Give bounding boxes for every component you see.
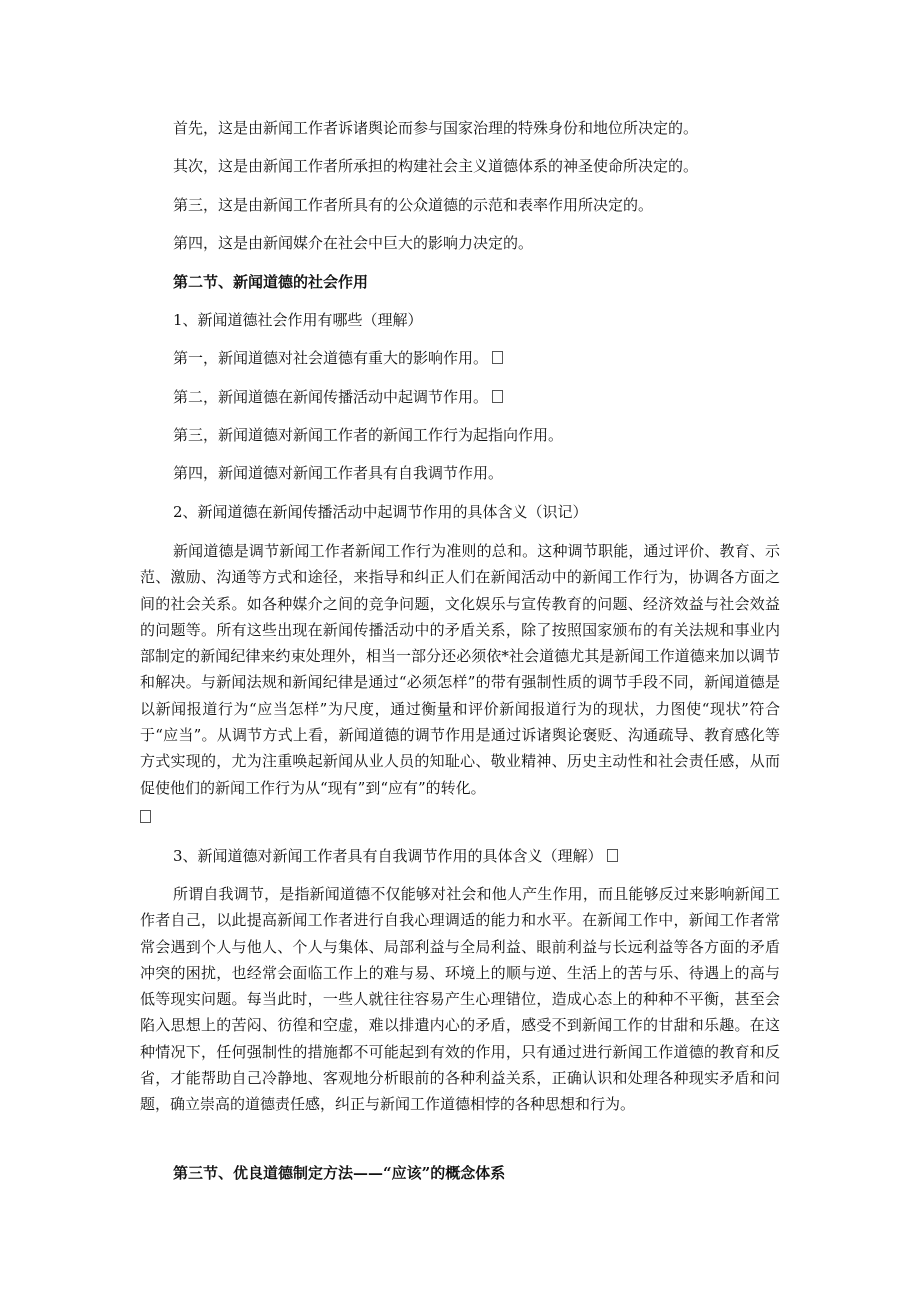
paragraph-regulation: 新闻道德是调节新闻工作者新闻工作行为准则的总和。这种调节职能，通过评价、教育、示范、激励、沟通等方式和途径，来指导和纠正人们在新闻活动中的新闻工作行为，协调各方面之间的社会关系。如各种媒介之间的竞争问题，文化娱乐与宣传教育的问题、经济效益与社会效益的问题等。所有这些出现在新闻传播活动中的矛盾关系，除了按照国家颁布的有关法规和事业内部制定的新闻纪律来约束处理外，相当一部分还必须依*社会道德尤其是新闻工作道德来加以调节和解决。与新闻法规和新闻纪律是通过“必须怎样”的带有强制性质的调节手段不同，新闻道德是以新闻报道行为“应当怎样”为尺度，通过衡量和评价新闻报道行为的现状，力图使“现状”符合于“应当”。从调节方式上看，新闻道德的调节作用是通过诉诸舆论褒贬、沟通疏导、教育感化等方式实现的，尤为注重唤起新闻从业人员的知耻心、敬业精神、历史主动性和社会责任感，从而促使他们的新闻工作行为从“现有”到“应有”的转化。 bbox=[140, 542, 780, 797]
text-line-fourth: 第四，这是由新闻媒介在社会中巨大的影响力决定的。 bbox=[173, 234, 534, 252]
text-line-first: 首先，这是由新闻工作者诉诸舆论而参与国家治理的特殊身份和地位所决定的。 bbox=[173, 119, 699, 137]
list-item-text: 第四，新闻道德对新闻工作者具有自我调节作用。 bbox=[173, 464, 504, 482]
placeholder-box-icon bbox=[607, 849, 618, 862]
text-line-third: 第三，这是由新闻工作者所具有的公众道德的示范和表率作用所决定的。 bbox=[173, 196, 654, 214]
placeholder-box-icon bbox=[140, 810, 151, 823]
placeholder-box-icon bbox=[492, 351, 503, 364]
list-item-text: 第二，新闻道德在新闻传播活动中起调节作用。 bbox=[173, 388, 489, 406]
paragraph-self-regulation: 所谓自我调节，是指新闻道德不仅能够对社会和他人产生作用，而且能够反过来影响新闻工作者自己，以此提高新闻工作者进行自我心理调适的能力和水平。在新闻工作中，新闻工作者常常会遇到个人与他人、个人与集体、局部利益与全局利益、眼前利益与长远利益等各方面的矛盾冲突的困扰，也经常会面临工作上的难与易、环境上的顺与逆、生活上的苦与乐、待遇上的高与低等现实问题。每当此时，一些人就往往容易产生心理错位，造成心态上的种种不平衡，甚至会陷入思想上的苦闷、彷徨和空虚，难以排遣内心的矛盾，感受不到新闻工作的甘甜和乐趣。在这种情况下，任何强制性的措施都不可能起到有效的作用，只有通过进行新闻工作道德的教育和反省，才能帮助自己冷静地、客观地分析眼前的各种利益关系，正确认识和处理各种现实矛盾和问题，确立崇高的道德责任感，纠正与新闻工作道德相悖的各种思想和行为。 bbox=[140, 885, 780, 1114]
section-3-heading: 第三节、优良道德制定方法——“应该”的概念体系 bbox=[173, 1164, 506, 1182]
list-item-text: 第一，新闻道德对社会道德有重大的影响作用。 bbox=[173, 349, 489, 367]
list-item bbox=[173, 348, 503, 368]
section-2-heading: 第二节、新闻道德的社会作用 bbox=[173, 273, 369, 291]
question-1: 1、新闻道德社会作用有哪些（理解） bbox=[173, 311, 423, 329]
placeholder-box-icon bbox=[492, 390, 503, 403]
question-2: 2、新闻道德在新闻传播活动中起调节作用的具体含义（识记） bbox=[173, 503, 588, 521]
list-item-text: 第三，新闻道德对新闻工作者的新闻工作行为起指向作用。 bbox=[173, 426, 564, 444]
list-item bbox=[173, 463, 503, 483]
list-item bbox=[173, 425, 563, 445]
question-3 bbox=[173, 846, 618, 866]
question-3-text: 3、新闻道德对新闻工作者具有自我调节作用的具体含义（理解） bbox=[173, 847, 603, 865]
text-line-second: 其次，这是由新闻工作者所承担的构建社会主义道德体系的神圣使命所决定的。 bbox=[173, 157, 699, 175]
list-item bbox=[173, 387, 503, 407]
